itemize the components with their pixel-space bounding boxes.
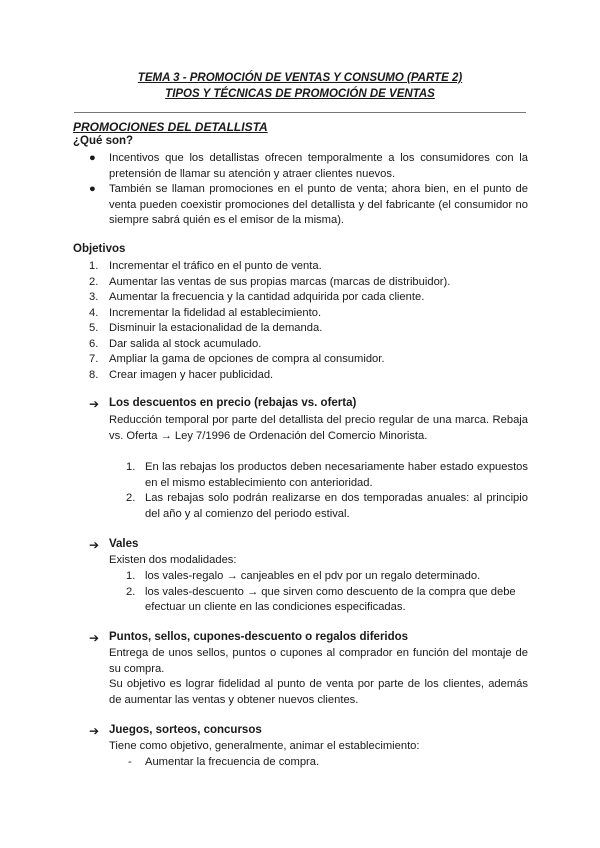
- list-number: 7.: [89, 353, 99, 365]
- list-number: 1.: [126, 461, 136, 473]
- list-number: 3.: [89, 291, 99, 303]
- vales-heading: Vales: [109, 538, 139, 550]
- descuentos-item-1: En las rebajas los productos deben necesariamente haber estado expuestos en el mismo establecimiento con anterioridad.: [145, 461, 528, 489]
- puntos-paragraph-2: Su objetivo es lograr fidelidad al punto de venta por parte de los clientes, además de aumentar las ventas y obtener nuevos clientes.: [109, 678, 528, 706]
- list-item: Crear imagen y hacer publicidad.: [109, 368, 274, 381]
- puntos-paragraph-1: Entrega de unos sellos, puntos o cupones al comprador en función del montaje de su compra.: [109, 647, 528, 675]
- arrow-right-icon: ➔: [89, 397, 100, 411]
- descuentos-item-2: Las rebajas solo podrán realizarse en dos temporadas anuales: al principio del año y al comienzo del periodo estival.: [145, 492, 528, 520]
- juegos-heading: Juegos, sorteos, concursos: [109, 724, 262, 736]
- list-number: 4.: [89, 306, 99, 319]
- arrow-right-icon: ➔: [89, 631, 100, 645]
- bullet-icon: ●: [89, 183, 96, 195]
- list-number: 2.: [126, 585, 136, 598]
- title-divider: [74, 112, 526, 113]
- que-son-item-2: También se llaman promociones en el punto de venta; ahora bien, en el punto de venta pueden coexistir promociones del detallista y del fabricante (el consumidor no siempre sabrá quién es el emisor de la misma).: [109, 183, 528, 226]
- bullet-icon: ●: [89, 152, 96, 164]
- list-number: 8.: [89, 368, 99, 381]
- juegos-intro: Tiene como objetivo, generalmente, animar el establecimiento:: [109, 740, 420, 752]
- list-item: Aumentar la frecuencia y la cantidad adquirida por cada cliente.: [109, 291, 425, 303]
- list-item: Disminuir la estacionalidad de la demanda.: [109, 322, 323, 334]
- vales-item-1: los vales-regalo → canjeables en el pdv por un regalo determinado.: [145, 570, 481, 582]
- list-item: Incrementar el tráfico en el punto de venta.: [109, 260, 322, 272]
- dash-marker: -: [128, 755, 132, 768]
- list-item: Ampliar la gama de opciones de compra al consumidor.: [109, 353, 385, 365]
- list-item: Aumentar las ventas de sus propias marcas (marcas de distribuidor).: [109, 275, 451, 288]
- list-item: Incrementar la fidelidad al establecimiento.: [109, 306, 322, 319]
- list-number: 2.: [126, 492, 136, 504]
- section-title: PROMOCIONES DEL DETALLISTA: [73, 120, 268, 134]
- objetivos-heading: Objetivos: [73, 243, 126, 255]
- arrow-right-icon: ➔: [89, 724, 100, 738]
- que-son-item-1: Incentivos que los detallistas ofrecen temporalmente a los consumidores con la pretensión de llamar su atención y atraer clientes nuevos.: [109, 152, 528, 180]
- puntos-heading: Puntos, sellos, cupones-descuento o regalos diferidos: [109, 631, 409, 643]
- vales-item-2: los vales-descuento → que sirven como descuento de la compra que debe efectuar un cliente en las condiciones especificadas.: [145, 585, 516, 613]
- descuentos-intro: Reducción temporal por parte del detallista del precio regular de una marca. Rebaja vs. Oferta → Ley 7/1996 de Ordenación del Comercio Minorista.: [109, 414, 528, 442]
- juegos-item: Aumentar la frecuencia de compra.: [145, 755, 320, 768]
- list-number: 1.: [126, 570, 136, 582]
- list-item: Dar salida al stock acumulado.: [109, 337, 262, 350]
- vales-intro: Existen dos modalidades:: [109, 554, 237, 566]
- list-number: 1.: [89, 260, 99, 272]
- arrow-right-icon: ➔: [89, 538, 100, 552]
- list-number: 5.: [89, 322, 99, 334]
- document-title-line-2: TIPOS Y TÉCNICAS DE PROMOCIÓN DE VENTAS: [165, 88, 435, 100]
- document-title-line-1: TEMA 3 - PROMOCIÓN DE VENTAS Y CONSUMO (PARTE 2): [137, 72, 463, 84]
- list-number: 6.: [89, 337, 99, 350]
- descuentos-heading: Los descuentos en precio (rebajas vs. oferta): [109, 397, 357, 409]
- que-son-heading: ¿Qué son?: [73, 135, 134, 147]
- list-number: 2.: [89, 275, 99, 288]
